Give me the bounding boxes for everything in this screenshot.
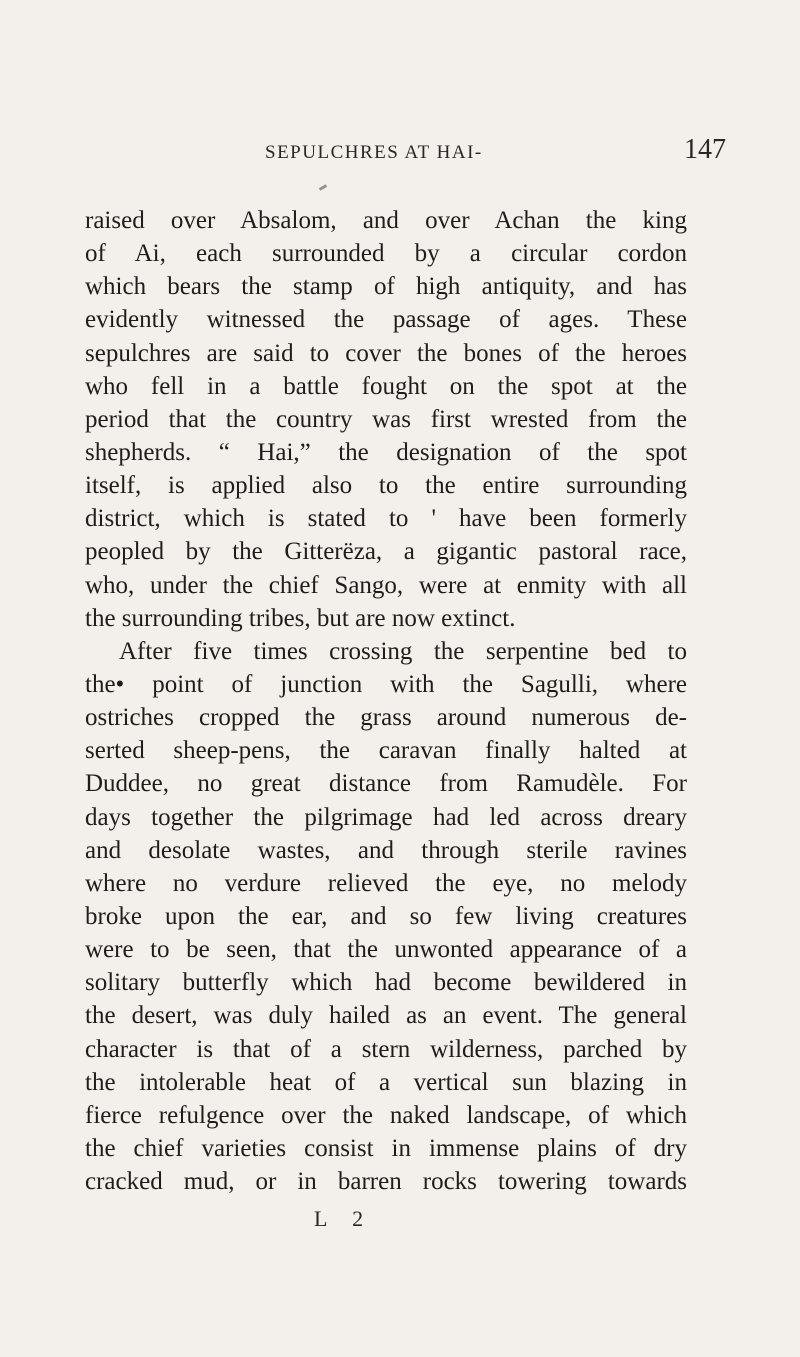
text-line: the• point of junction with the Sagulli, where (85, 670, 687, 698)
running-head: SEPULCHRES AT HAI- (265, 142, 483, 163)
text-line: serted sheep-pens, the caravan finally halted at (85, 737, 687, 765)
text-line: the desert, was duly hailed as an event. The general (85, 1002, 687, 1030)
text-line: peopled by the Gitterëza, a gigantic pastoral race, (85, 538, 687, 566)
text-line: who, under the chief Sango, were at enmity with all (85, 571, 687, 599)
text-line: ostriches cropped the grass around numerous de- (85, 704, 687, 732)
text-line: who fell in a battle fought on the spot at the (85, 372, 687, 400)
text-line: evidently witnessed the passage of ages. These (85, 306, 687, 334)
text-line: sepulchres are said to cover the bones of the heroes (85, 339, 687, 367)
text-line: where no verdure relieved the eye, no melody (85, 869, 687, 897)
text-line: and desolate wastes, and through sterile ravines (85, 836, 687, 864)
text-line: shepherds. “ Hai,” the designation of the spot (85, 438, 687, 466)
text-line: solitary butterfly which had become bewildered in (85, 969, 687, 997)
text-line: of Ai, each surrounded by a circular cordon (85, 240, 687, 268)
ink-speck (319, 184, 327, 191)
text-line: Duddee, no great distance from Ramudèle. For (85, 770, 687, 798)
text-line: days together the pilgrimage had led across dreary (85, 803, 687, 831)
text-line: district, which is stated to ' have been formerly (85, 505, 687, 533)
text-line: the surrounding tribes, but are now extinct. (85, 604, 516, 632)
page-number: 147 (684, 134, 726, 165)
signature-mark: L 2 (314, 1206, 374, 1231)
text-line: the intolerable heat of a vertical sun blazing in (85, 1068, 687, 1096)
text-line: period that the country was first wrested from the (85, 405, 687, 433)
body-text (85, 204, 687, 1198)
text-line: itself, is applied also to the entire surrounding (85, 472, 687, 500)
text-line: broke upon the ear, and so few living creatures (85, 902, 687, 930)
text-line: cracked mud, or in barren rocks towering towards (85, 1168, 687, 1196)
text-line: which bears the stamp of high antiquity, and has (85, 273, 687, 301)
text-line: were to be seen, that the unwonted appearance of a (85, 936, 687, 964)
text-line: the chief varieties consist in immense plains of dry (85, 1134, 687, 1162)
text-line: After five times crossing the serpentine bed to (119, 637, 687, 665)
text-line: fierce refulgence over the naked landscape, of which (85, 1101, 687, 1129)
text-line: raised over Absalom, and over Achan the king (85, 207, 687, 234)
text-line: character is that of a stern wilderness, parched by (85, 1035, 687, 1063)
page-header (0, 134, 800, 174)
